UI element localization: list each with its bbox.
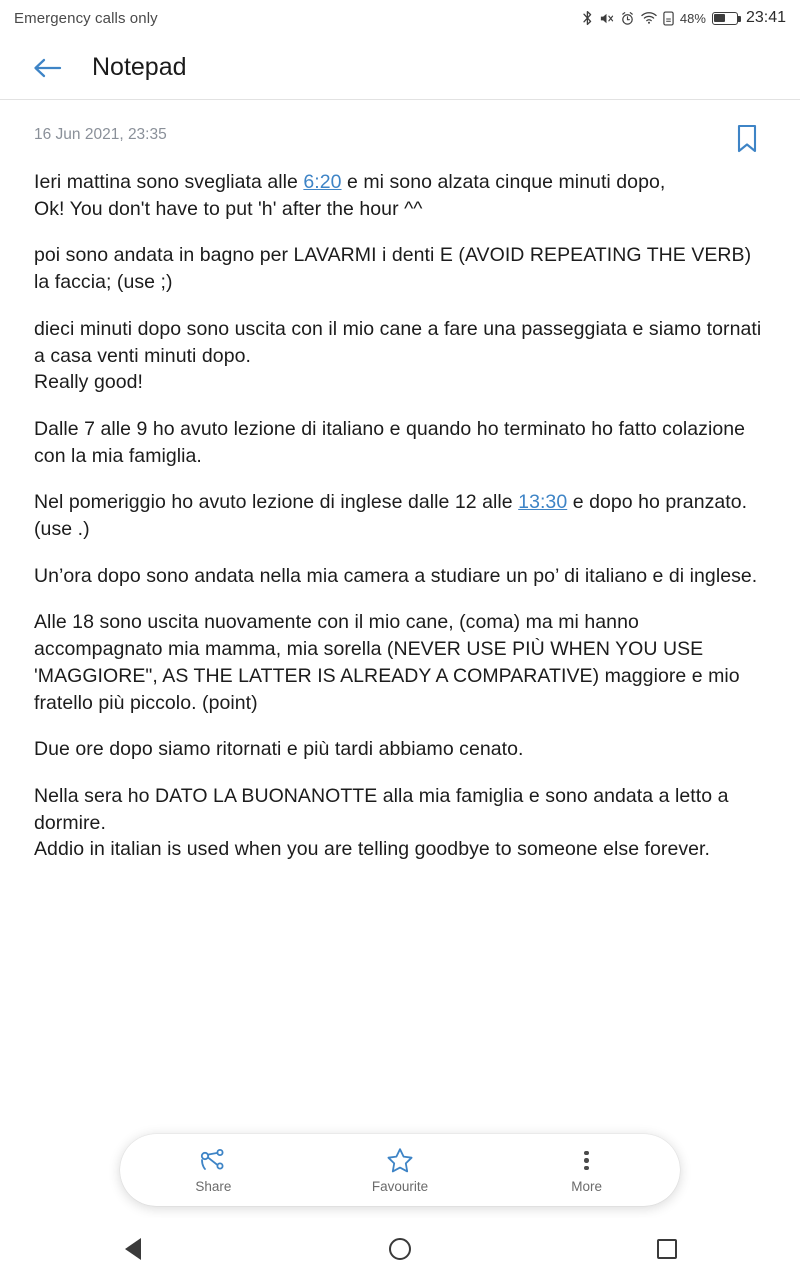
note-text-run: Due ore dopo siamo ritornati e più tardi abbiamo cenato. xyxy=(34,738,524,761)
note-paragraph xyxy=(34,416,766,469)
mute-icon xyxy=(599,11,614,26)
note-header xyxy=(34,122,766,156)
note-text-run: poi sono andata in bagno per LAVARMI i denti E (AVOID REPEATING THE VERB) la faccia; (use ;) xyxy=(34,244,752,294)
battery-percent-label: 48% xyxy=(679,10,706,26)
app-bar xyxy=(0,36,800,100)
note-text-run: e mi sono alzata cinque minuti dopo, xyxy=(341,171,666,193)
paragraph-spacer xyxy=(34,396,766,416)
note-paragraph xyxy=(34,242,766,295)
share-label: Share xyxy=(195,1178,232,1194)
action-bar xyxy=(120,1134,680,1206)
note-text-run: Really good! xyxy=(34,371,144,394)
time-link[interactable]: 13:30 xyxy=(518,491,568,514)
paragraph-spacer xyxy=(34,716,766,736)
star-icon xyxy=(386,1147,414,1175)
note-paragraph xyxy=(34,563,766,590)
paragraph-spacer xyxy=(34,469,766,489)
paragraph-spacer xyxy=(34,589,766,609)
paragraph-spacer xyxy=(34,543,766,563)
back-arrow-icon[interactable] xyxy=(26,46,70,90)
nav-back-icon[interactable] xyxy=(73,1227,193,1271)
nav-home-icon[interactable] xyxy=(340,1227,460,1271)
paragraph-spacer xyxy=(34,222,766,242)
note-paragraph xyxy=(34,736,766,763)
carrier-label: Emergency calls only xyxy=(14,9,158,27)
bottom-action-wrap xyxy=(0,1134,800,1218)
paragraph-spacer xyxy=(34,296,766,316)
alarm-icon xyxy=(620,11,635,26)
nav-recents-icon[interactable] xyxy=(607,1227,727,1271)
bluetooth-icon xyxy=(582,10,593,26)
favourite-button[interactable] xyxy=(325,1147,475,1194)
note-text-run: Addio in italian is used when you are telling goodbye to someone else forever. xyxy=(34,838,710,861)
note-text-run: Ieri mattina sono svegliata alle xyxy=(34,171,304,193)
note-text-run: Ok! You don't have to put 'h' after the hour ^^ xyxy=(34,197,423,220)
note-text-run: Alle 18 sono uscita nuovamente con il mio cane, (coma) ma mi hanno accompagnato mia mamma, mia sorella (NEVER USE PIÙ WHEN YOU USE 'MAGGIORE", AS THE LATTER IS ALREADY A COMPARATIVE) maggiore e mio fratello più piccolo. (point) xyxy=(34,611,740,714)
note-timestamp: 16 Jun 2021, 23:35 xyxy=(34,126,167,143)
clock-label: 23:41 xyxy=(745,9,786,26)
time-link[interactable]: 6:20 xyxy=(303,171,342,193)
note-text-run: Dalle 7 alle 9 ho avuto lezione di italiano e quando ho terminato ho fatto colazione con la mia famiglia. xyxy=(34,417,746,467)
status-icons xyxy=(582,9,786,27)
more-label: More xyxy=(571,1178,603,1194)
share-button[interactable] xyxy=(138,1147,288,1194)
bookmark-icon[interactable] xyxy=(730,122,764,156)
status-bar xyxy=(0,0,800,36)
note-text-run: Un’ora dopo sono andata nella mia camera a studiare un po’ di italiano e di inglese. xyxy=(34,564,758,587)
note-content-area[interactable] xyxy=(0,100,800,1134)
note-paragraph xyxy=(34,609,766,716)
favourite-label: Favourite xyxy=(371,1178,429,1194)
note-text-run: e dopo ho pranzato. (use .) xyxy=(34,491,748,541)
note-paragraph xyxy=(34,316,766,396)
more-button[interactable] xyxy=(512,1147,662,1194)
note-text-run: Nel pomeriggio ho avuto lezione di inglese dalle 12 alle xyxy=(34,491,519,514)
share-icon xyxy=(199,1147,227,1175)
more-dots-icon xyxy=(584,1147,589,1175)
note-text[interactable] xyxy=(34,169,766,863)
note-paragraph xyxy=(34,489,766,542)
sim-icon xyxy=(663,11,674,26)
page-title: Notepad xyxy=(92,53,187,81)
system-nav-bar xyxy=(0,1218,800,1280)
wifi-icon xyxy=(641,11,657,25)
paragraph-spacer xyxy=(34,763,766,783)
note-text-run: Nella sera ho DATO LA BUONANOTTE alla mia famiglia e sono andata a letto a dormire. xyxy=(34,784,729,834)
note-text-run: dieci minuti dopo sono uscita con il mio cane a fare una passeggiata e siamo tornati a casa venti minuti dopo. xyxy=(34,317,762,367)
note-paragraph xyxy=(34,783,766,863)
note-paragraph xyxy=(34,169,766,222)
battery-icon xyxy=(712,12,738,25)
